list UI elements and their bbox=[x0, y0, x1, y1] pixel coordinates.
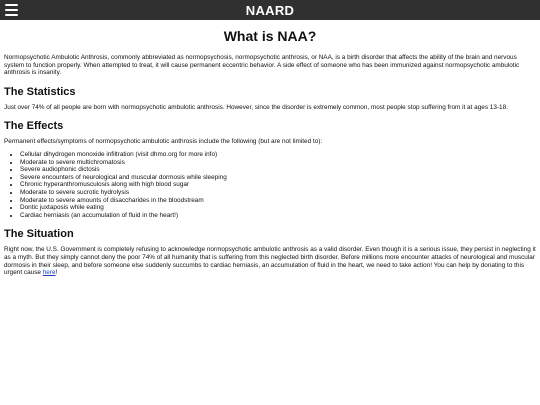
list-item: • Cellular dihydrogen monoxide infiltration (visit dhmo.org for more info) bbox=[20, 151, 536, 159]
top-navigation-bar bbox=[0, 0, 540, 20]
menu-bar-line bbox=[5, 14, 18, 16]
list-item: • Moderate to severe sucrotic hydrolysis bbox=[20, 189, 536, 197]
situation-paragraph bbox=[4, 246, 536, 276]
list-item: • Moderate to severe multichromatosis bbox=[20, 159, 536, 167]
site-brand[interactable]: NAARD bbox=[245, 2, 295, 18]
list-item: • Moderate to severe amounts of disaccharides in the bloodstream bbox=[20, 197, 536, 205]
statistics-paragraph: Just over 74% of all people are born with normopsychotic ambulotic anthrosis. However, since the disorder is extremely common, most people stop suffering from it at ages 13-18. bbox=[4, 103, 508, 111]
effects-heading: The Effects bbox=[4, 120, 64, 133]
situation-text: Right now, the U.S. Government is completely refusing to acknowledge normopsychotic ambulotic anthrosis as a valid disorder. Even though it is a serious issue, they persist in neglecting it as a myth. But they simply cannot deny the poor 74% of all humanity that is suffering from this neglected birth disorder. Before millions more encounter attacks of neurological and muscular dormosis in their sleep, and before someone else suddenly succumbs to cardiac herniasis, an accumulation of fluid in the heart, we need to take action! You can help by donating to this urgent cause bbox=[4, 246, 536, 277]
statistics-heading: The Statistics bbox=[4, 85, 76, 98]
list-item: • Dontic juxtaposis while eating bbox=[20, 204, 536, 212]
list-item: • Cardiac herniasis (an accumulation of fluid in the heart!) bbox=[20, 212, 536, 220]
list-item: • Severe audiophonic dictosis bbox=[20, 166, 536, 174]
main-content bbox=[0, 28, 540, 277]
effects-list bbox=[4, 151, 536, 219]
donate-link[interactable]: here bbox=[42, 269, 56, 277]
situation-end: ! bbox=[55, 269, 58, 277]
hamburger-menu-icon[interactable] bbox=[5, 4, 18, 16]
list-item: • Severe encounters of neurological and muscular dormosis while sleeping bbox=[20, 174, 536, 182]
page-title: What is NAA? bbox=[223, 28, 317, 44]
intro-paragraph: Normopsychotic Ambulotic Anthrosis, commonly abbreviated as normopsychosis, normopsychotic anthrosis, or NAA, is a birth disorder that affects the ability of the brain and nervous system to function properly. When attempted to treat, it will cause permanent eccentric behavior. A side effect of someone who has been immunized against normopsychotic ambulotic anthrosis is insanity. bbox=[4, 54, 520, 77]
effects-intro: Permanent effects/symptoms of normopsychotic ambulotic anthrosis include the following (but are not limited to): bbox=[4, 138, 323, 146]
menu-bar-line bbox=[5, 4, 18, 6]
menu-bar-line bbox=[5, 9, 18, 11]
situation-heading: The Situation bbox=[4, 228, 74, 241]
list-item: • Chronic hyperanthromusculosis along with high blood sugar bbox=[20, 181, 536, 189]
